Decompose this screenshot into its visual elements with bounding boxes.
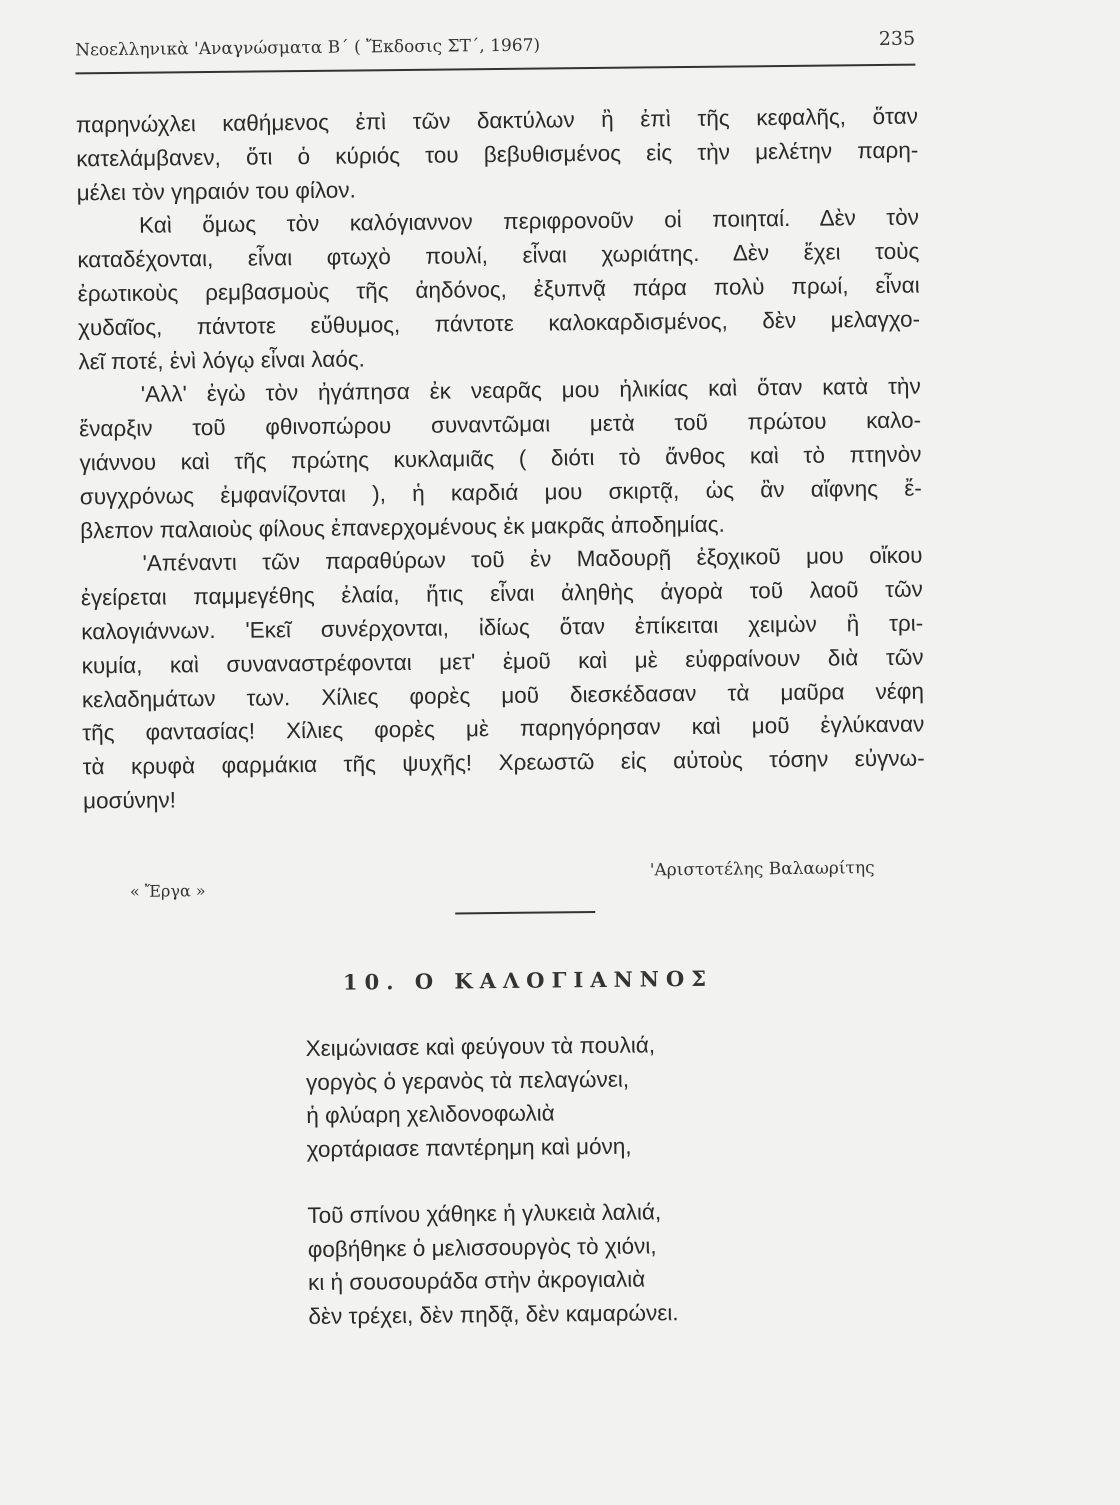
poem-stanza — [307, 1195, 679, 1333]
prose-line: γιάννου καὶ τῆς πρώτης κυκλαμιᾶς ( διότι τὸ ἄνθος καὶ τὸ πτηνὸν — [79, 441, 922, 476]
poem-title: 10. Ο ΚΑΛΟΓΙΑΝΝΟΣ — [342, 965, 714, 995]
poem-verse: γοργὸς ὁ γερανὸς τὰ πελαγώνει, — [305, 1066, 630, 1095]
prose-line: τὰ κρυφὰ φαρμάκια τῆς ψυχῆς! Χρεωστῶ εἰς αὐτοὺς τόσην εὐγνω- — [82, 745, 925, 780]
poem-verse: Τοῦ σπίνου χάθηκε ἡ γλυκειὰ λαλιά, — [307, 1199, 662, 1229]
prose-line: ἐρωτικοὺς ρεμβασμοὺς τῆς ἀηδόνος, ἐξυπνᾷ πάρα πολὺ πρωί, εἶναι — [77, 272, 920, 307]
prose-line: Καὶ ὅμως τὸν καλόγιαννον περιφρονοῦν οἱ ποιηταί. Δὲν τὸν — [138, 204, 920, 239]
source-citation: « Ἔργα » — [129, 881, 206, 901]
running-title: Νεοελληνικὰ 'Αναγνώσματα Β΄ ( Ἔκδοσις ΣΤ΄, 1967) — [75, 35, 541, 61]
prose-line: ἐγείρεται παμμεγέθης ἐλαία, ἥτις εἶναι ἀληθὴς ἀγορὰ τοῦ λαοῦ τῶν — [80, 576, 923, 611]
prose-line: κατελάμβανεν, ὅτι ὁ κύριός του βεβυθισμένος εἰς τὴν μελέτην παρη- — [76, 137, 919, 172]
poem-stanza — [305, 1028, 677, 1166]
poem-body — [305, 1028, 679, 1366]
running-header — [75, 27, 916, 61]
prose-line: τῆς φαντασίας! Χίλιες φορὲς μὲ παρηγόρησαν καὶ μοῦ ἐγλύκαναν — [82, 711, 925, 746]
prose-line: χυδαῖος, πάντοτε εὔθυμος, πάντοτε καλοκαρδισμένος, δὲν μελαγχο- — [77, 306, 921, 341]
section-divider — [455, 911, 595, 914]
author-attribution: 'Αριστοτέλης Βαλαωρίτης — [649, 858, 875, 881]
poem-verse: φοβήθηκε ὁ μελισσουργὸς τὸ χιόνι, — [307, 1232, 657, 1262]
poem-verse: χορτάριασε παντέρημη καὶ μόνη, — [306, 1133, 632, 1162]
page-number: 235 — [878, 27, 916, 50]
prose-line: 'Αλλ' ἐγὼ τὸν ἠγάπησα ἐκ νεαρᾶς μου ἡλικίας καὶ ὅταν κατὰ τὴν — [140, 373, 921, 408]
poem-verse: κι ἡ σουσουράδα στὴν ἀκρογιαλιὰ — [307, 1266, 646, 1296]
prose-line: λεῖ ποτέ, ἑνὶ λόγῳ εἶναι λαός. — [78, 345, 365, 374]
prose-line: καταδέχονται, εἶναι φτωχὸ πουλί, εἶναι χωριάτης. Δὲν ἔχει τοὺς — [77, 238, 920, 273]
header-rule — [75, 64, 915, 75]
prose-line: μοσύνην! — [82, 787, 177, 814]
prose-body — [76, 100, 925, 819]
prose-line: 'Απέναντι τῶν παραθύρων τοῦ ἐν Μαδουρῇ ἐξοχικοῦ μου οἴκου — [142, 542, 923, 577]
prose-line: κελαδημάτων των. Χίλιες φορὲς μοῦ διεσκέδασαν τὰ μαῦρα νέφη — [81, 678, 925, 712]
prose-line: μέλει τὸν γηραιόν του φίλον. — [76, 177, 356, 205]
prose-line: παρηνώχλει καθήμενος ἐπὶ τῶν δακτύλων ἢ ἐπὶ τῆς κεφαλῆς, ὅταν — [75, 103, 919, 138]
prose-line: κυμία, καὶ συναναστρέφονται μετ' ἐμοῦ καὶ μὲ εὐφραίνουν διὰ τῶν — [81, 644, 924, 679]
poem-verse: Χειμώνιασε καὶ φεύγουν τὰ πουλιά, — [305, 1032, 656, 1062]
prose-line: συγχρόνως ἐμφανίζονται ), ἡ καρδιά μου σκιρτᾷ, ὡς ἂν αἴφνης ἔ- — [79, 475, 922, 510]
prose-line: βλεπον παλαιοὺς φίλους ἐπανερχομένους ἐκ μακρᾶς ἀποδημίας. — [80, 511, 725, 543]
poem-verse: δὲν τρέχει, δὲν πηδᾷ, δὲν καμαρώνει. — [308, 1299, 679, 1329]
prose-line: ἔναρξιν τοῦ φθινοπώρου συναντῶμαι μετὰ τοῦ πρώτου καλο- — [79, 407, 922, 442]
poem-verse: ἡ φλύαρη χελιδονοφωλιὰ — [306, 1100, 555, 1129]
prose-line: καλογιάννων. 'Εκεῖ συνέρχονται, ἰδίως ὅταν ἐπίκειται χειμὼν ἢ τρι- — [81, 610, 924, 645]
